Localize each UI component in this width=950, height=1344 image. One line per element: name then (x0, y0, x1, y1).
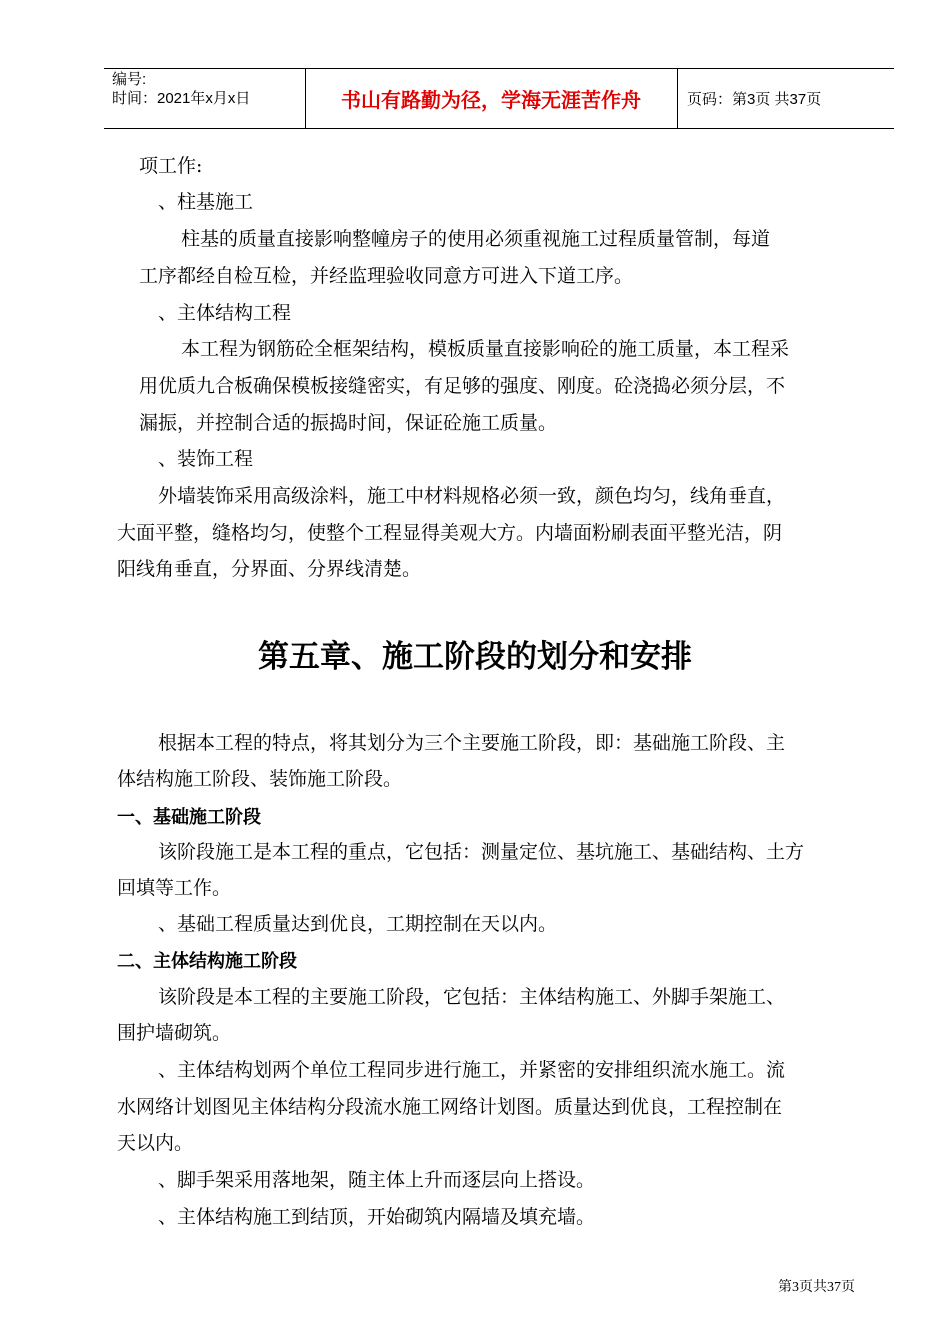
body-line: 工序都经自检互检，并经监理验收同意方可进入下道工序。 (139, 265, 634, 287)
body-line: 阳线角垂直，分界面、分界线清楚。 (117, 558, 422, 580)
body-line: 、装饰工程 (158, 448, 254, 470)
chapter-intro-line: 体结构施工阶段、装饰施工阶段。 (117, 768, 403, 790)
header-motto: 书山有路勤为径，学海无涯苦作舟 (341, 88, 641, 112)
section-line: 、主体结构施工到结顶，开始砌筑内隔墙及填充墙。 (158, 1206, 596, 1228)
body-line: 、柱基施工 (158, 191, 254, 213)
section-line: 、主体结构划两个单位工程同步进行施工，并紧密的安排组织流水施工。流 (158, 1059, 786, 1081)
section-line: 天以内。 (117, 1132, 194, 1154)
section-title: 二、主体结构施工阶段 (117, 951, 297, 972)
header-time-label: 时间：2021年x月x日 (112, 90, 251, 107)
body-line: 项工作: (139, 155, 203, 177)
section-line: 该阶段施工是本工程的重点，它包括：测量定位、基坑施工、基础结构、土方 (158, 841, 805, 863)
chapter-title: 第五章、施工阶段的划分和安排 (258, 639, 692, 675)
body-line: 用优质九合板确保模板接缝密实，有足够的强度、刚度。砼浇捣必须分层，不 (139, 375, 786, 397)
section-line: 、脚手架采用落地架，随主体上升而逐层向上搭设。 (158, 1169, 596, 1191)
section-line: 围护墙砌筑。 (117, 1022, 232, 1044)
header-page-label: 页码：第3页 共37页 (687, 91, 822, 108)
body-line: 柱基的质量直接影响整幢房子的使用必须重视施工过程质量管制，每道 (181, 228, 771, 250)
page-footer: 第3页共37页 (778, 1280, 855, 1295)
section-line: 回填等工作。 (117, 877, 232, 899)
body-line: 外墙装饰采用高级涂料，施工中材料规格必须一致，颜色均匀，线角垂直， (158, 485, 786, 507)
section-line: 该阶段是本工程的主要施工阶段，它包括：主体结构施工、外脚手架施工、 (158, 986, 786, 1008)
section-title: 一、基础施工阶段 (117, 807, 261, 828)
body-line: 、主体结构工程 (158, 302, 292, 324)
chapter-intro-line: 根据本工程的特点，将其划分为三个主要施工阶段，即：基础施工阶段、主 (158, 732, 786, 754)
header-meta (112, 70, 250, 108)
header-number-label: 编号: (112, 71, 147, 88)
body-line: 漏振，并控制合适的振捣时间，保证砼施工质量。 (139, 412, 558, 434)
section-line: 、基础工程质量达到优良，工期控制在天以内。 (158, 913, 558, 935)
body-line: 大面平整，缝格均匀，使整个工程显得美观大方。内墙面粉刷表面平整光洁，阴 (117, 522, 783, 544)
page-header (104, 68, 894, 129)
body-line: 本工程为钢筋砼全框架结构，模板质量直接影响砼的施工质量，本工程采 (181, 338, 790, 360)
section-line: 水网络计划图见主体结构分段流水施工网络计划图。质量达到优良，工程控制在 (117, 1096, 783, 1118)
header-divider-right (677, 68, 678, 129)
